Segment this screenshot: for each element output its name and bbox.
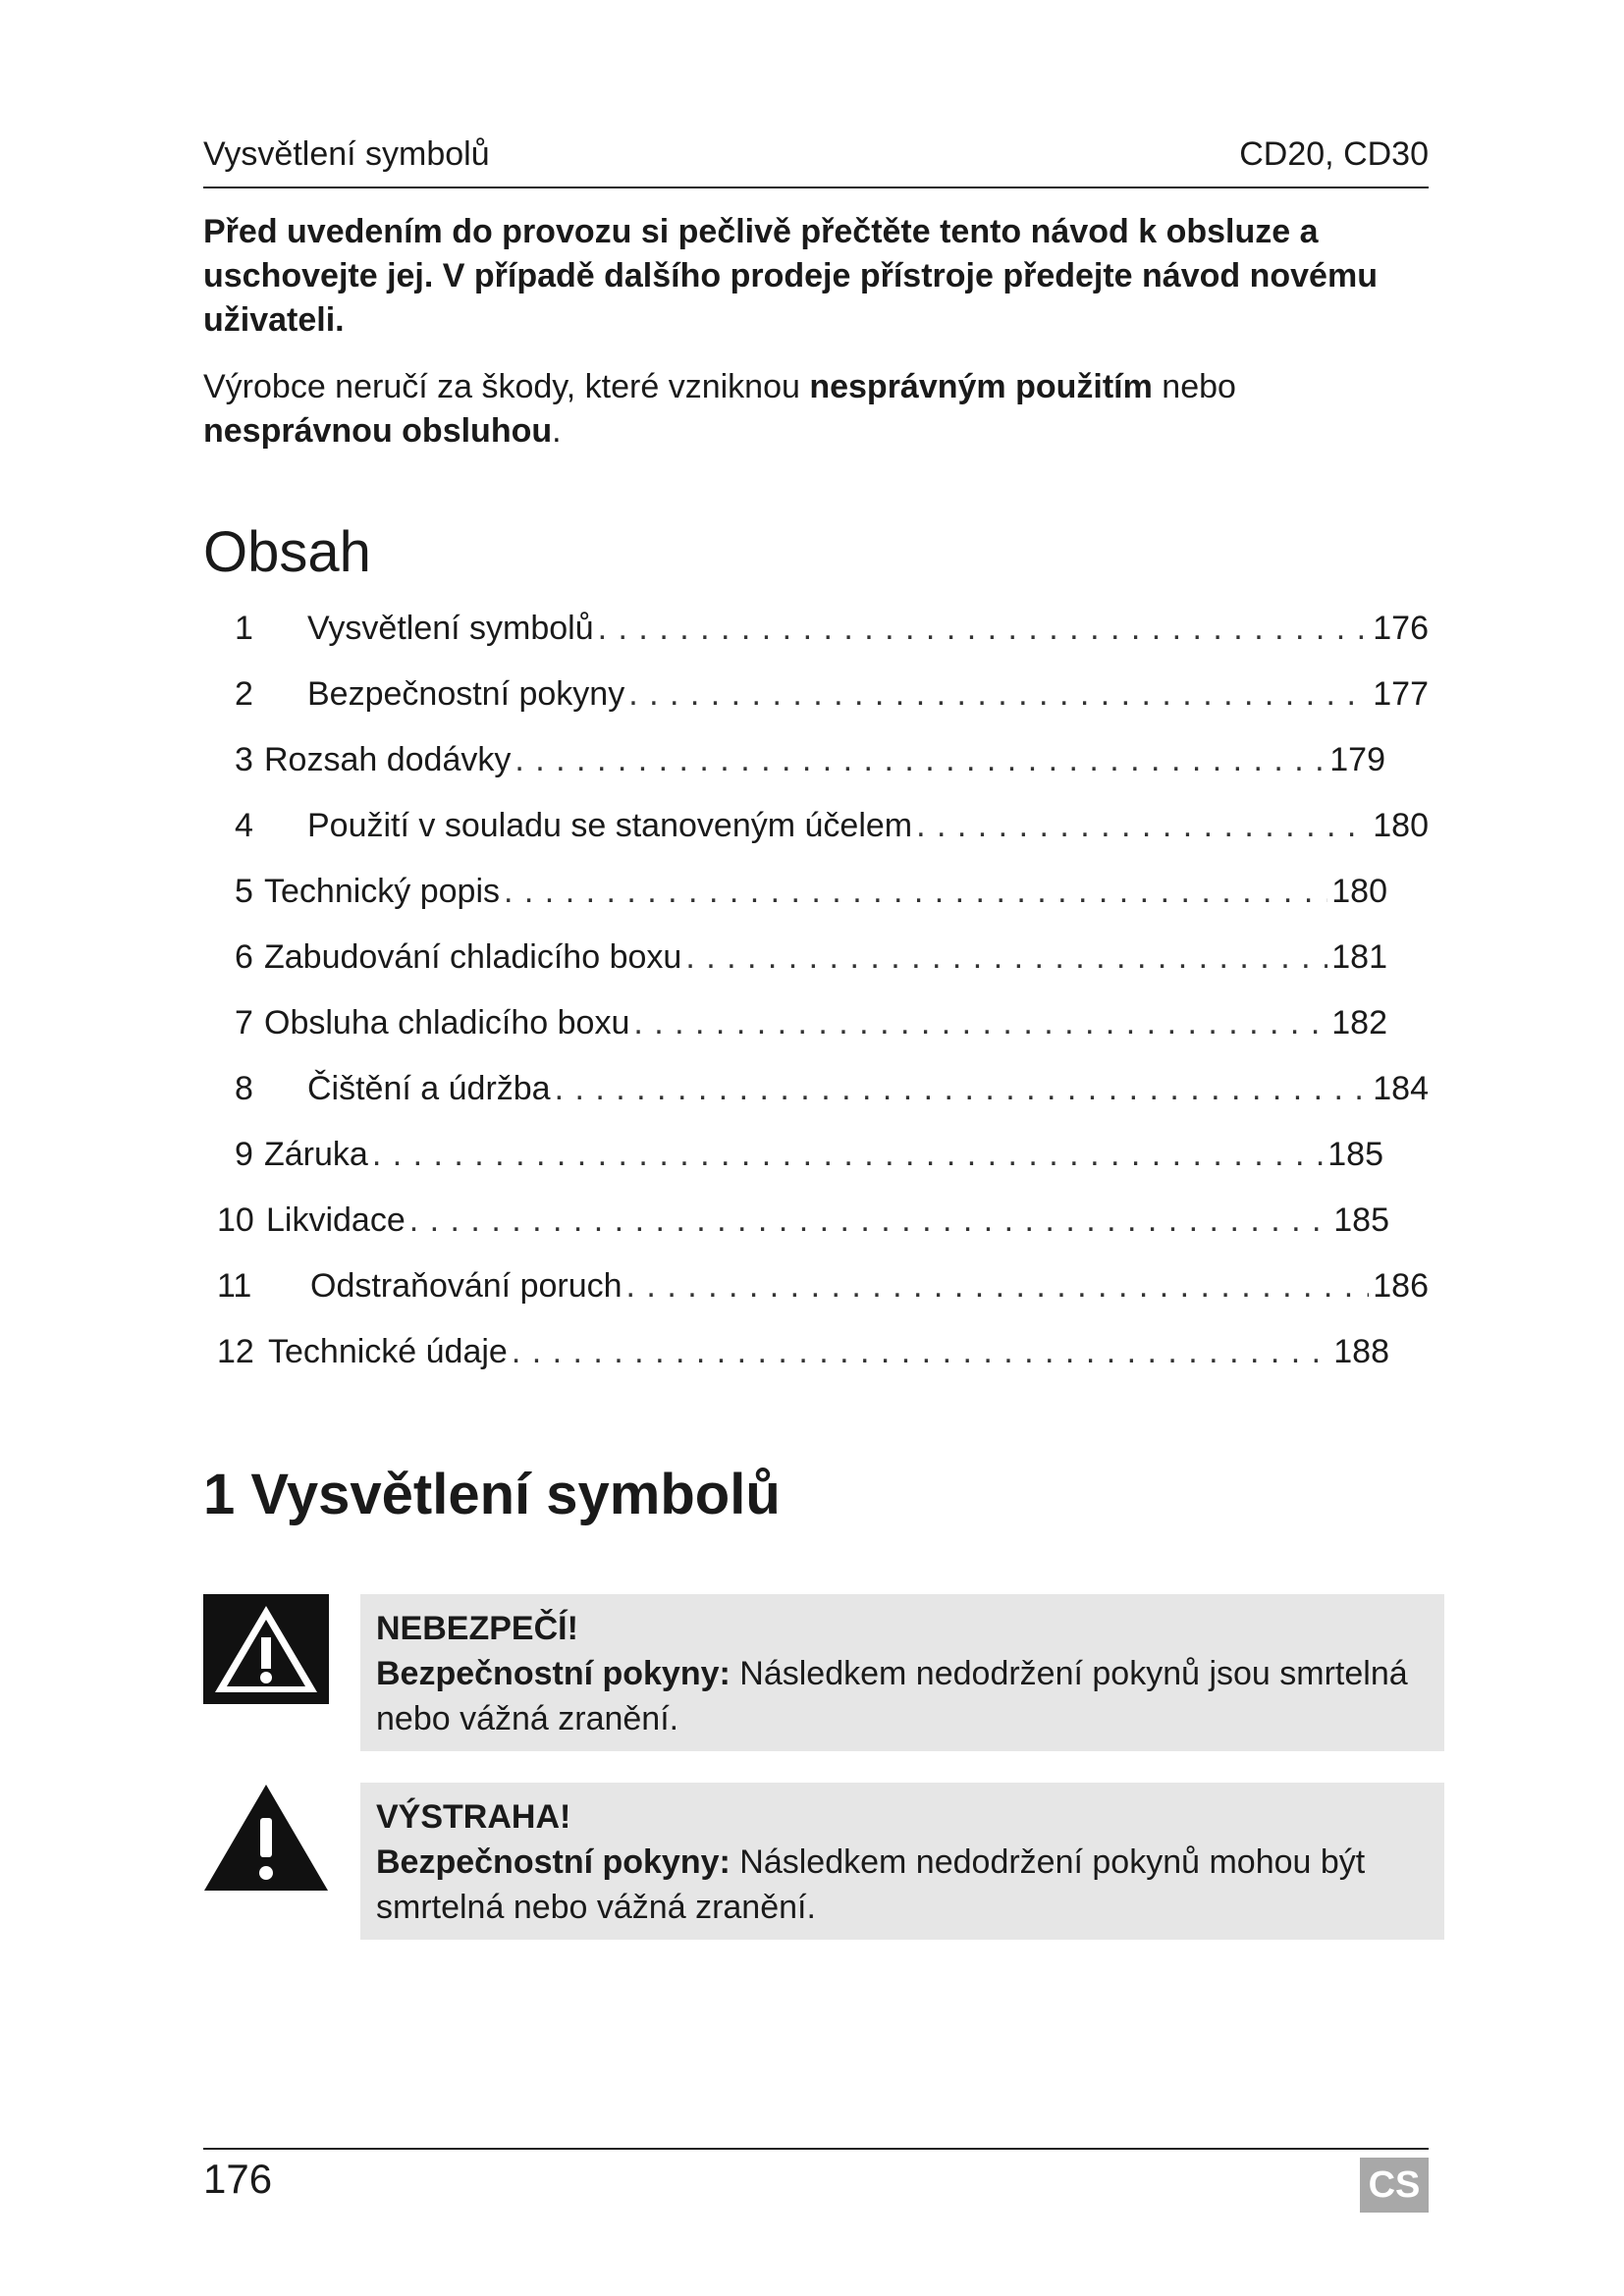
toc-entry-title: Čištění a údržba xyxy=(307,1070,551,1107)
toc-entry-number: 11 xyxy=(217,1267,252,1305)
toc-leader xyxy=(633,1001,1327,1045)
toc-entry-number: 3 xyxy=(235,741,253,778)
toc-entry-title: Bezpečnostní pokyny xyxy=(307,675,625,713)
toc-entry-page: 177 xyxy=(1373,675,1429,713)
toc-entry-page: 188 xyxy=(1333,1333,1389,1370)
warning-text: Následkem nedodržení pokynů mohou být smrtelná nebo vážná zranění. xyxy=(376,1843,1366,1926)
toc-leader xyxy=(512,1330,1329,1374)
language-badge: CS xyxy=(1360,2158,1429,2213)
toc-entry-number: 2 xyxy=(235,675,253,713)
toc-entry-page: 184 xyxy=(1373,1070,1429,1107)
toc-entry[interactable] xyxy=(217,1330,1389,1374)
toc-entry-title: Záruka xyxy=(264,1136,368,1173)
warning-triangle-icon xyxy=(203,1783,329,1893)
toc-leader xyxy=(626,1264,1370,1308)
liability-middle: nebo xyxy=(1152,368,1236,405)
danger-square-icon xyxy=(203,1594,329,1704)
liability-note xyxy=(203,365,1429,454)
toc-title: Obsah xyxy=(203,520,371,584)
toc-entry-number: 12 xyxy=(217,1333,254,1370)
toc-entry-number: 10 xyxy=(217,1201,254,1239)
liability-suffix: . xyxy=(552,412,562,450)
toc-entry-title: Odstraňování poruch xyxy=(310,1267,623,1305)
warning-caption: VÝSTRAHA! xyxy=(376,1798,571,1836)
toc-entry[interactable] xyxy=(235,1133,1383,1177)
toc-leader xyxy=(598,607,1370,651)
toc-entry[interactable] xyxy=(235,804,1429,848)
toc-entry-number: 6 xyxy=(235,938,253,976)
toc-entry[interactable] xyxy=(217,1264,1429,1308)
toc-leader xyxy=(628,672,1369,717)
toc-entry-page: 180 xyxy=(1331,873,1387,910)
toc-leader xyxy=(514,738,1326,782)
page-header xyxy=(203,135,1429,188)
toc-entry-number: 7 xyxy=(235,1004,253,1041)
toc-entry[interactable] xyxy=(235,607,1429,651)
toc-entry-title: Technické údaje xyxy=(268,1333,508,1370)
toc-entry[interactable] xyxy=(235,738,1385,782)
toc-entry-title: Rozsah dodávky xyxy=(264,741,512,778)
liability-prefix: Výrobce neručí za škody, které vzniknou xyxy=(203,368,810,405)
toc-entry-number: 5 xyxy=(235,873,253,910)
toc-entry-page: 181 xyxy=(1331,938,1387,976)
header-model: CD20, CD30 xyxy=(1239,135,1429,173)
page-number: 176 xyxy=(203,2156,273,2202)
toc-entry-page: 180 xyxy=(1373,807,1429,844)
toc-entry-title: Použití v souladu se stanoveným účelem xyxy=(307,807,913,844)
toc-entry-number: 1 xyxy=(235,610,253,647)
toc-entry-title: Obsluha chladicího boxu xyxy=(264,1004,630,1041)
liability-misuse: nesprávným použitím xyxy=(809,368,1153,405)
toc-entry-page: 182 xyxy=(1331,1004,1387,1041)
toc-entry-page: 176 xyxy=(1373,610,1429,647)
toc-entry-number: 8 xyxy=(235,1070,253,1107)
toc-entry[interactable] xyxy=(235,1001,1387,1045)
danger-lead: Bezpečnostní pokyny: xyxy=(376,1655,731,1692)
toc-entry[interactable] xyxy=(235,1067,1429,1111)
toc-leader xyxy=(685,935,1327,980)
toc-entry-page: 185 xyxy=(1327,1136,1383,1173)
toc-entry-page: 185 xyxy=(1333,1201,1389,1239)
warning-notice xyxy=(360,1783,1444,1940)
header-section-title: Vysvětlení symbolů xyxy=(203,135,490,173)
toc-entry[interactable] xyxy=(217,1199,1389,1243)
toc-leader xyxy=(504,870,1327,914)
toc-leader xyxy=(372,1133,1324,1177)
toc-leader xyxy=(916,804,1369,848)
danger-text: Následkem nedodržení pokynů jsou smrtelná nebo vážná zranění. xyxy=(376,1655,1408,1737)
toc-entry[interactable] xyxy=(235,672,1429,717)
footer-divider xyxy=(203,2148,1429,2150)
toc-entry[interactable] xyxy=(235,935,1387,980)
toc-leader xyxy=(409,1199,1330,1243)
toc-entry[interactable] xyxy=(235,870,1387,914)
toc-entry-title: Technický popis xyxy=(264,873,501,910)
liability-misoperation: nesprávnou obsluhou xyxy=(203,412,553,450)
toc-entry-page: 186 xyxy=(1373,1267,1429,1305)
warning-lead: Bezpečnostní pokyny: xyxy=(376,1843,731,1881)
toc-entry-title: Zabudování chladicího boxu xyxy=(264,938,682,976)
danger-caption: NEBEZPEČÍ! xyxy=(376,1610,578,1647)
section-title: 1 Vysvětlení symbolů xyxy=(203,1463,781,1526)
intro-instruction: Před uvedením do provozu si pečlivě přečtěte tento návod k obsluze a uschovejte jej. V případě dalšího prodeje přístroje předejte návod novému uživateli. xyxy=(203,213,1378,339)
toc-entry-number: 4 xyxy=(235,807,253,844)
toc-entry-page: 179 xyxy=(1329,741,1385,778)
toc-entry-title: Vysvětlení symbolů xyxy=(307,610,594,647)
toc-leader xyxy=(555,1067,1370,1111)
danger-notice xyxy=(360,1594,1444,1751)
manual-page xyxy=(203,0,1429,2296)
toc-entry-title: Likvidace xyxy=(266,1201,406,1239)
toc-entry-number: 9 xyxy=(235,1136,253,1173)
